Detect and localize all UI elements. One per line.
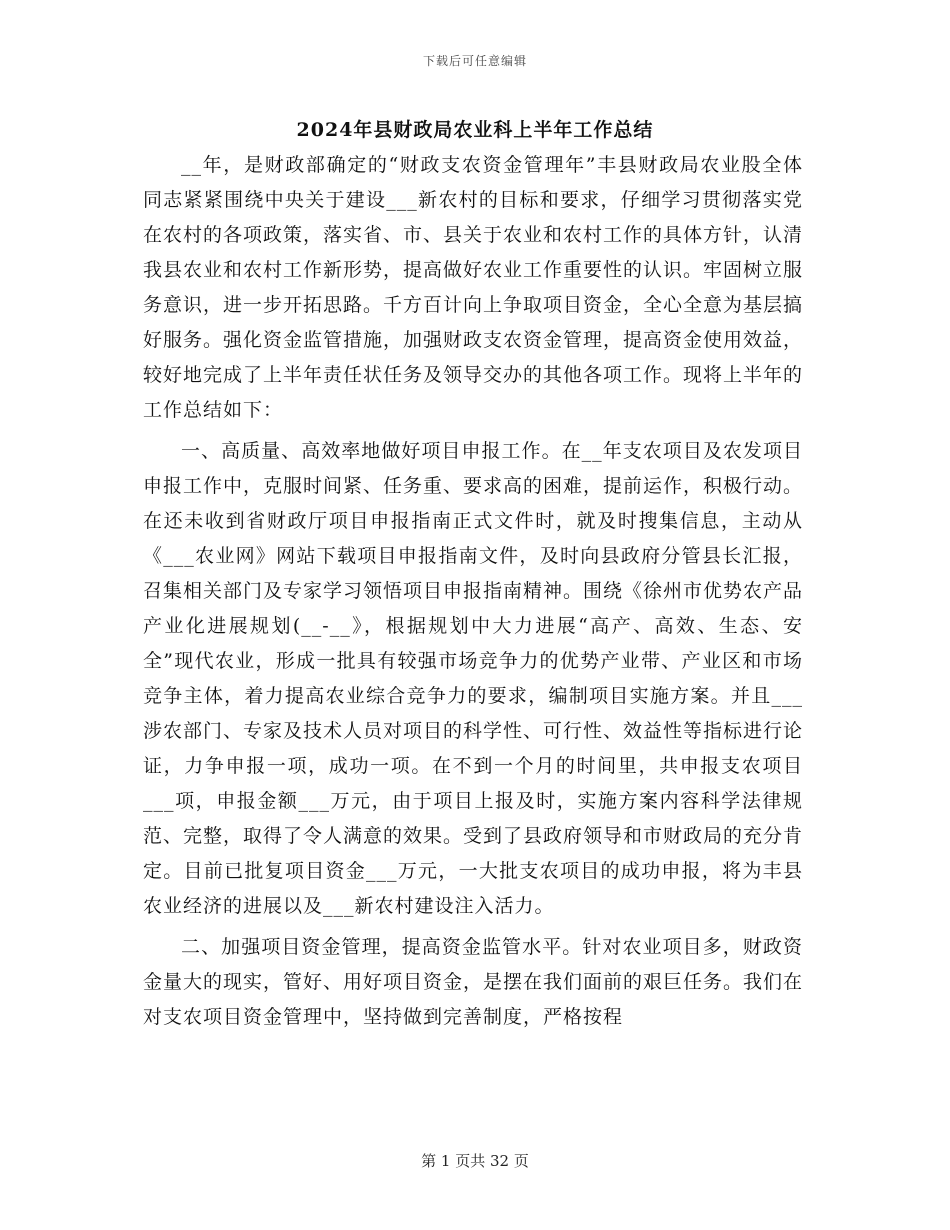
- paragraph-section-1: 一、高质量、高效率地做好项目申报工作。在__年支农项目及农发项目申报工作中，克服时间紧、任务重、要求高的困难，提前运作，积极行动。在还未收到省财政厅项目申报指南正式文件时，就及时搜集信息，主动从《___农业网》网站下载项目申报指南文件，及时向县政府分管县长汇报，召集相关部门及专家学习领悟项目申报指南精神。围绕《徐州市优势农产品产业化进展规划(__-__》，根据规划中大力进展“高产、高效、生态、安全”现代农业，形成一批具有较强市场竞争力的优势产业带、产业区和市场竞争主体，着力提高农业综合竞争力的要求，编制项目实施方案。并且___涉农部门、专家及技术人员对项目的科学性、可行性、效益性等指标进行论证，力争申报一项，成功一项。在不到一个月的时间里，共申报支农项目___项，申报金额___万元，由于项目上报及时，实施方案内容科学法律规范、完整，取得了令人满意的效果。受到了县政府领导和市财政局的充分肯定。目前已批复项目资金___万元，一大批支农项目的成功申报，将为丰县农业经济的进展以及___新农村建设注入活力。: [143, 440, 804, 917]
- document-body: [143, 148, 803, 1035]
- paragraph-intro: __年，是财政部确定的“财政支农资金管理年”丰县财政局农业股全体同志紧紧围绕中央关于建设___新农村的目标和要求，仔细学习贯彻落实党在农村的各项政策，落实省、市、县关于农业和农村工作的具体方针，认清我县农业和农村工作新形势，提高做好农业工作重要性的认识。牢固树立服务意识，进一步开拓思路。千方百计向上争取项目资金，全心全意为基层搞好服务。强化资金监管措施，加强财政支农资金管理，提高资金使用效益，较好地完成了上半年责任状任务及领导交办的其他各项工作。现将上半年的工作总结如下：: [143, 154, 804, 421]
- paragraph-section-2: 二、加强项目资金管理，提高资金监管水平。针对农业项目多，财政资金量大的现实，管好、用好项目资金，是摆在我们面前的艰巨任务。我们在对支农项目资金管理中，坚持做到完善制度，严格按程: [143, 936, 804, 1028]
- page-header-note: 下载后可任意编辑: [422, 54, 527, 68]
- document-title: 2024年县财政局农业科上半年工作总结: [296, 119, 654, 141]
- page-number: 第 1 页共 32 页: [421, 1152, 529, 1170]
